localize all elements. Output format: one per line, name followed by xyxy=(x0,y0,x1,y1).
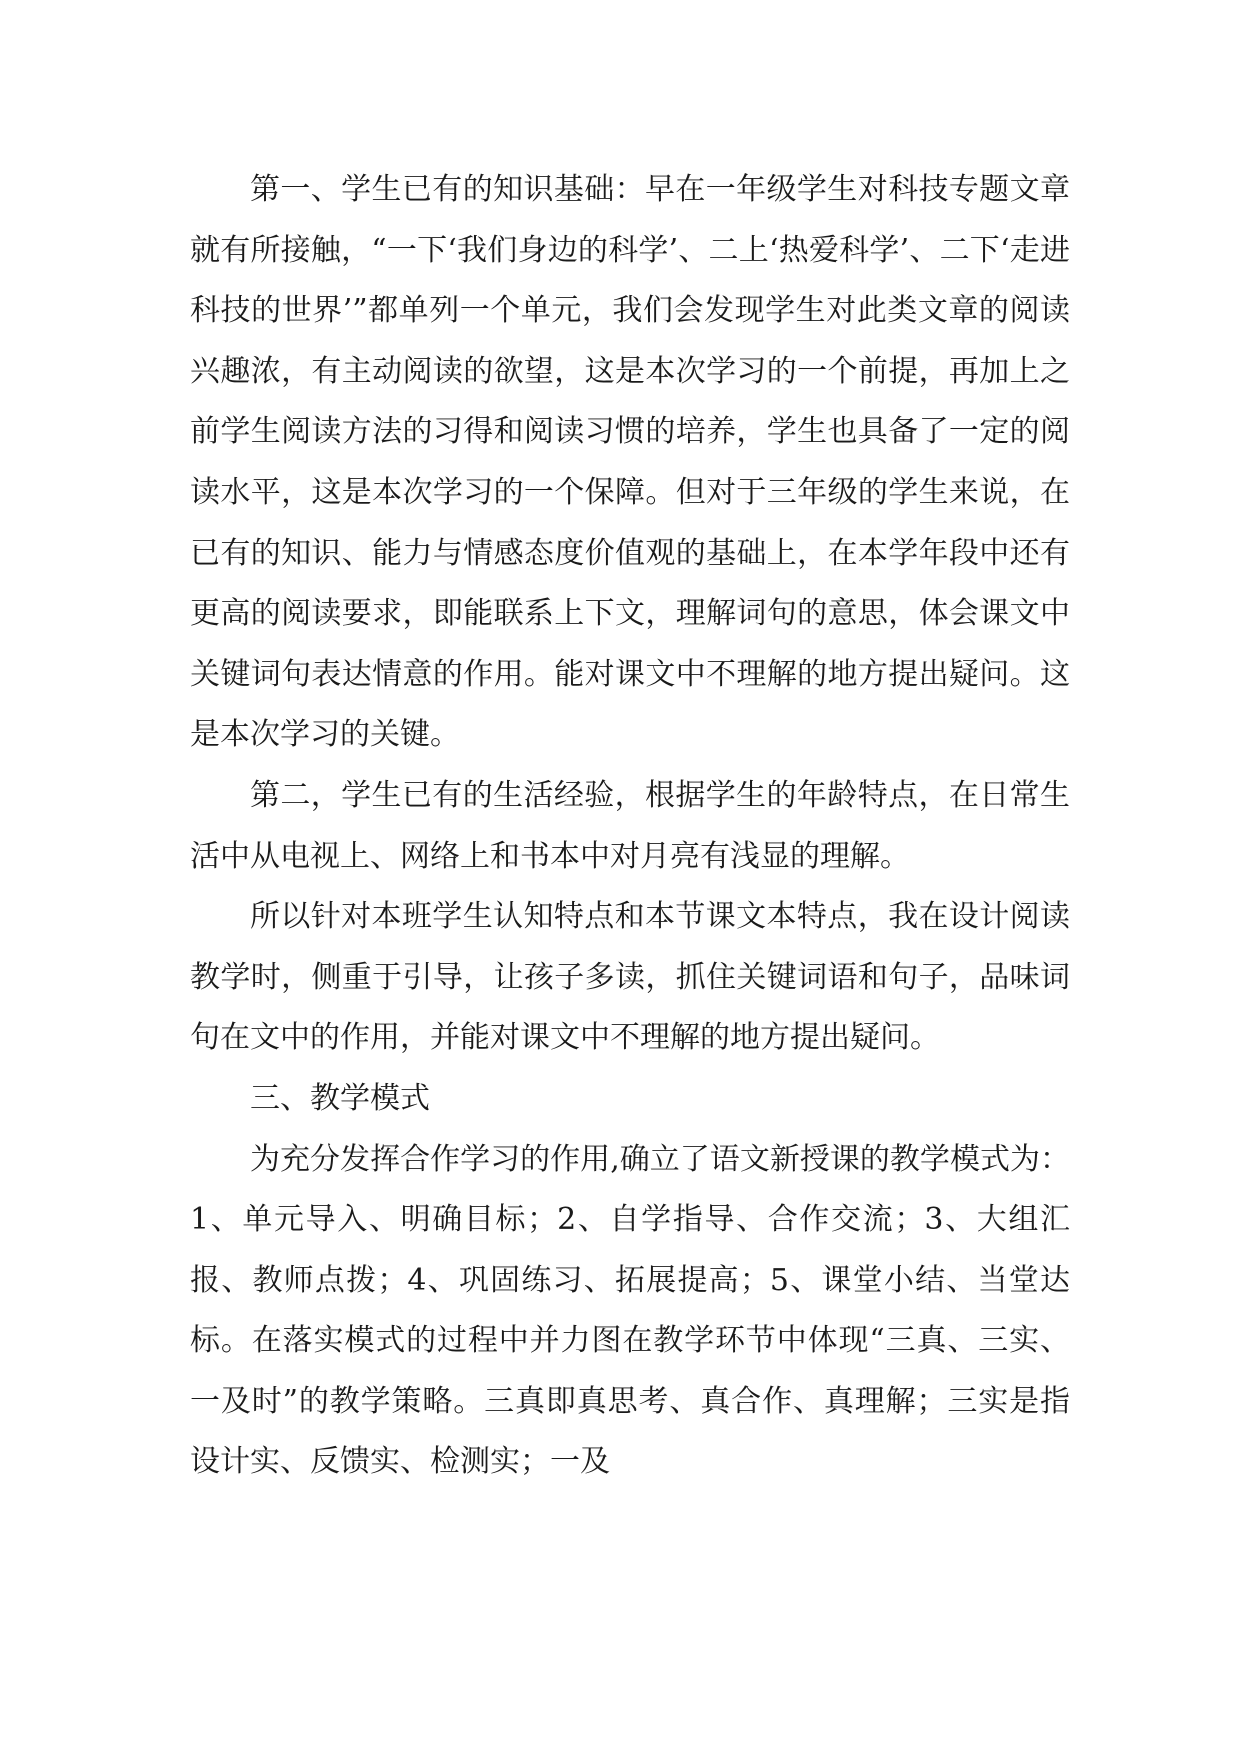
document-body xyxy=(190,160,1070,1493)
paragraph-life-experience: 第二，学生已有的生活经验，根据学生的年龄特点，在日常生活中从电视上、网络上和书本中对月亮有浅显的理解。 xyxy=(190,777,1070,874)
paragraph-knowledge-base: 第一、学生已有的知识基础：早在一年级学生对科技专题文章就有所接触，“一下‘我们身边的科学’、二上‘热爱科学’、二下‘走进科技的世界’”都单列一个单元，我们会发现学生对此类文章的阅读兴趣浓，有主动阅读的欲望，这是本次学习的一个前提，再加上之前学生阅读方法的习得和阅读习惯的培养，学生也具备了一定的阅读水平，这是本次学习的一个保障。但对于三年级的学生来说，在已有的知识、能力与情感态度价值观的基础上，在本学年段中还有更高的阅读要求，即能联系上下文，理解词句的意思，体会课文中关键词句表达情意的作用。能对课文中不理解的地方提出疑问。这是本次学习的关键。 xyxy=(190,172,1070,753)
section-heading-teaching-mode: 三、教学模式 xyxy=(250,1080,430,1116)
paragraph-design-approach: 所以针对本班学生认知特点和本节课文本特点，我在设计阅读教学时，侧重于引导，让孩子多读，抓住关键词语和句子，品味词句在文中的作用，并能对课文中不理解的地方提出疑问。 xyxy=(190,899,1070,1056)
paragraph-teaching-mode: 为充分发挥合作学习的作用,确立了语文新授课的教学模式为：1、单元导入、明确目标；2、自学指导、合作交流；3、大组汇报、教师点拨；4、巩固练习、拓展提高；5、课堂小结、当堂达标。在落实模式的过程中并力图在教学环节中体现“三真、三实、一及时”的教学策略。三真即真思考、真合作、真理解；三实是指设计实、反馈实、检测实；一及 xyxy=(190,1141,1070,1480)
